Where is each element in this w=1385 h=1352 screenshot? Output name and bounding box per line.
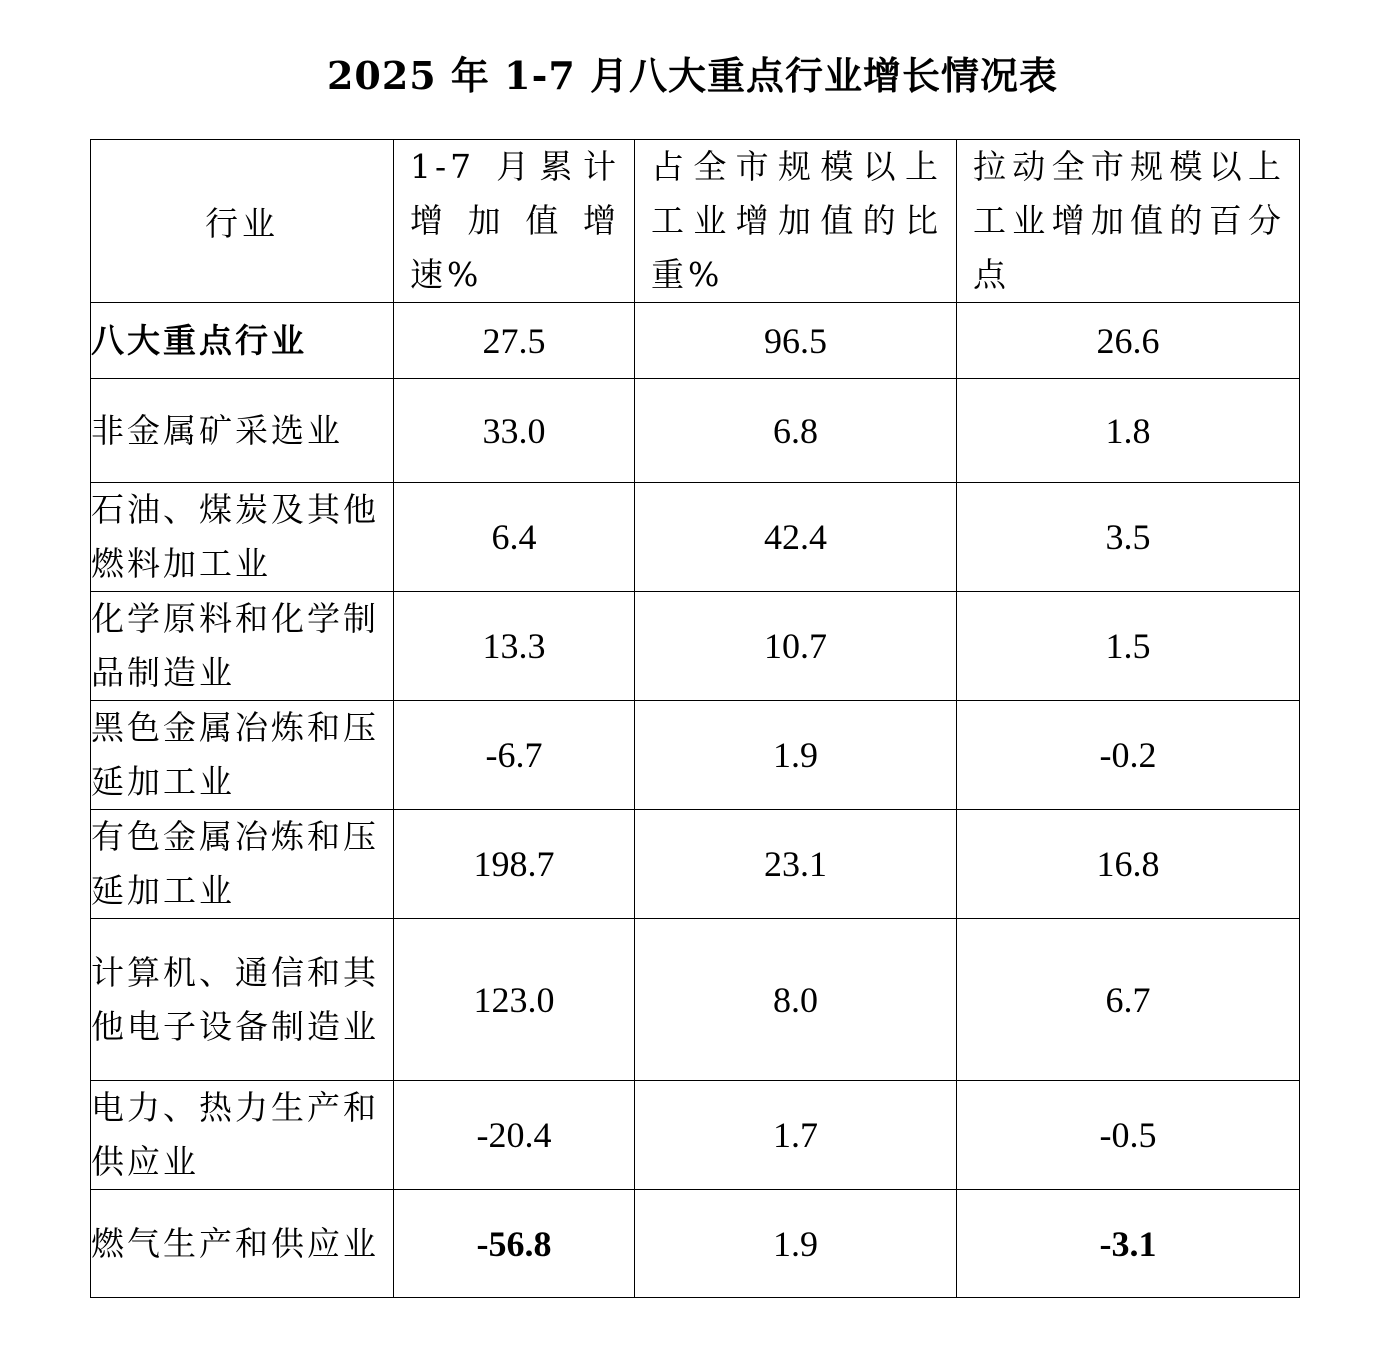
table-row [91,919,1300,1081]
table-header-row [91,140,1300,303]
industry-name-cell: 燃气生产和供应业 [91,1190,394,1298]
table-row [91,303,1300,379]
contribution-cell: -3.1 [957,1190,1300,1298]
industry-name-cell: 石油、煤炭及其他燃料加工业 [91,483,394,592]
header-industry: 行业 [91,140,394,303]
table-title: 2025 年 1-7 月八大重点行业增长情况表 [326,53,1059,98]
contribution-cell: 1.5 [957,592,1300,701]
share-cell: 10.7 [635,592,957,701]
header-share-label: 占全市规模以上工业增加值的比重% [651,147,942,294]
share-cell: 96.5 [635,303,957,379]
table-row [91,701,1300,810]
table-row [91,483,1300,592]
contribution-cell: 26.6 [957,303,1300,379]
header-growth [394,140,635,303]
share-cell: 1.9 [635,701,957,810]
growth-cell: -6.7 [394,701,635,810]
contribution-cell: -0.5 [957,1081,1300,1190]
contribution-cell: 1.8 [957,379,1300,483]
table-row [91,592,1300,701]
industry-name-cell: 有色金属冶炼和压延加工业 [91,810,394,919]
contribution-cell: 6.7 [957,919,1300,1081]
share-cell: 1.9 [635,1190,957,1298]
table-row [91,810,1300,919]
share-cell: 42.4 [635,483,957,592]
table-row [91,1190,1300,1298]
growth-cell: 123.0 [394,919,635,1081]
table-row [91,379,1300,483]
industry-name-cell: 电力、热力生产和供应业 [91,1081,394,1190]
share-cell: 6.8 [635,379,957,483]
industry-growth-table [90,139,1300,1298]
growth-cell: 33.0 [394,379,635,483]
growth-cell: 6.4 [394,483,635,592]
header-contribution [957,140,1300,303]
growth-cell: -56.8 [394,1190,635,1298]
industry-name-cell: 黑色金属冶炼和压延加工业 [91,701,394,810]
header-growth-label: 1-7 月累计增加值增速% [410,147,620,294]
share-cell: 8.0 [635,919,957,1081]
industry-name-cell: 化学原料和化学制品制造业 [91,592,394,701]
contribution-cell: 3.5 [957,483,1300,592]
header-share [635,140,957,303]
share-cell: 1.7 [635,1081,957,1190]
industry-name-cell: 八大重点行业 [91,303,394,379]
share-cell: 23.1 [635,810,957,919]
table-row [91,1081,1300,1190]
industry-name-cell: 计算机、通信和其他电子设备制造业 [91,919,394,1081]
growth-cell: -20.4 [394,1081,635,1190]
contribution-cell: 16.8 [957,810,1300,919]
growth-cell: 27.5 [394,303,635,379]
header-contribution-label: 拉动全市规模以上工业增加值的百分点 [973,147,1285,294]
contribution-cell: -0.2 [957,701,1300,810]
growth-cell: 13.3 [394,592,635,701]
industry-name-cell: 非金属矿采选业 [91,379,394,483]
growth-cell: 198.7 [394,810,635,919]
